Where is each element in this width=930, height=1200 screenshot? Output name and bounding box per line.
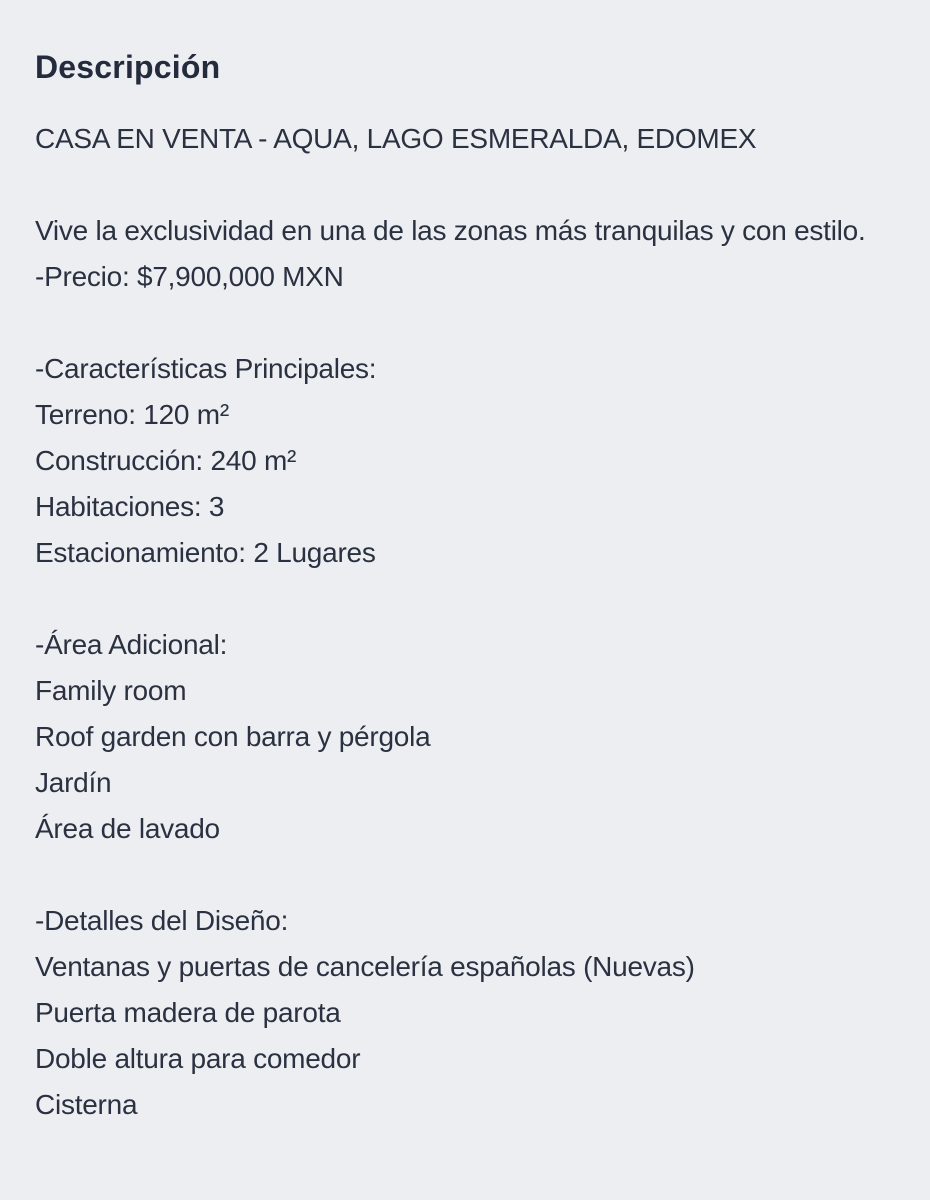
price-line: -Precio: $7,900,000 MXN xyxy=(35,261,344,292)
feature-cisterna: Cisterna xyxy=(35,1089,138,1120)
feature-ventanas-puertas: Ventanas y puertas de cancelería españolas (Nuevas) xyxy=(35,951,695,982)
listing-title: CASA EN VENTA - AQUA, LAGO ESMERALDA, EDOMEX xyxy=(35,123,757,154)
feature-area-de-lavado: Área de lavado xyxy=(35,813,220,844)
section-subheading-caracteristicas: -Características Principales: xyxy=(35,353,377,384)
paragraph-caracteristicas-principales xyxy=(35,346,895,576)
section-subheading-detalles-diseno: -Detalles del Diseño: xyxy=(35,905,289,936)
section-title: Descripción xyxy=(35,49,221,85)
paragraph-area-adicional xyxy=(35,622,895,852)
feature-puerta-parota: Puerta madera de parota xyxy=(35,997,341,1028)
feature-construccion: Construcción: 240 m² xyxy=(35,445,297,476)
intro-text: Vive la exclusividad en una de las zonas más tranquilas y con estilo. xyxy=(35,215,866,246)
feature-jardin: Jardín xyxy=(35,767,112,798)
paragraph-intro-precio xyxy=(35,208,895,300)
feature-doble-altura: Doble altura para comedor xyxy=(35,1043,361,1074)
feature-habitaciones: Habitaciones: 3 xyxy=(35,491,225,522)
feature-roof-garden: Roof garden con barra y pérgola xyxy=(35,721,431,752)
paragraph-detalles-diseno xyxy=(35,898,895,1128)
section-subheading-area-adicional: -Área Adicional: xyxy=(35,629,228,660)
feature-family-room: Family room xyxy=(35,675,187,706)
feature-estacionamiento: Estacionamiento: 2 Lugares xyxy=(35,537,376,568)
feature-terreno: Terreno: 120 m² xyxy=(35,399,229,430)
